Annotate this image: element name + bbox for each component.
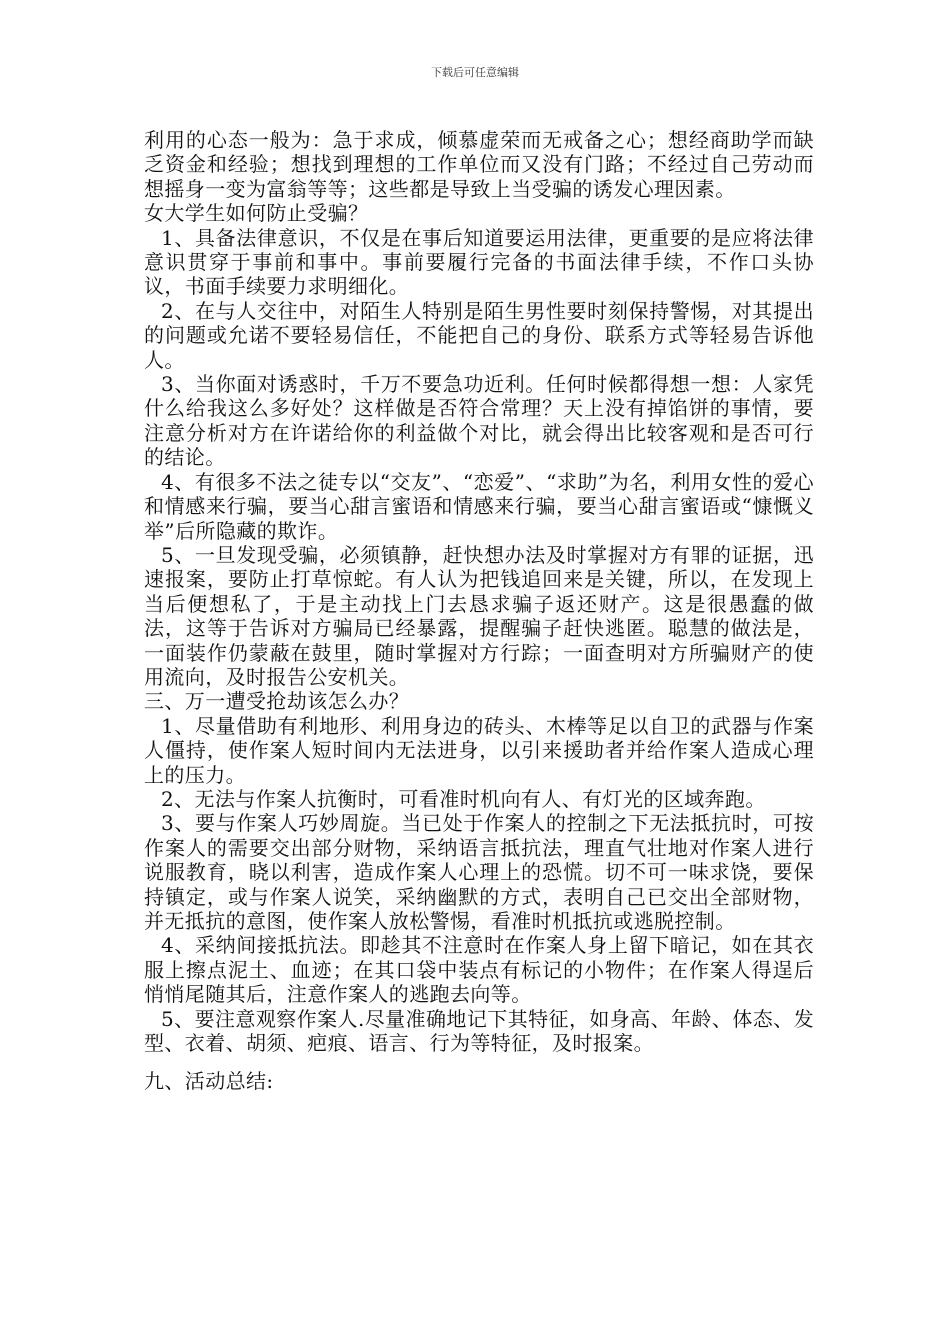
page-header: 下载后可任意编辑: [431, 66, 519, 79]
paragraph: 2、在与人交往中，对陌生人特别是陌生男性要时刻保持警惕，对其提出的问题或允诺不要轻易信任，不能把自己的身份、联系方式等轻易告诉他人。: [144, 298, 814, 372]
paragraph: 1、具备法律意识，不仅是在事后知道要运用法律，更重要的是应将法律意识贯穿于事前和事中。事前要履行完备的书面法律手续，不作口头协议，书面手续要力求明细化。: [144, 225, 814, 299]
paragraph: 女大学生如何防止受骗？: [144, 201, 369, 226]
paragraph: 九、活动总结:: [144, 1069, 274, 1094]
paragraph: 三、万一遭受抢劫该怎么办？: [144, 689, 410, 714]
paragraph: 1、尽量借助有利地形、利用身边的砖头、木棒等足以自卫的武器与作案人僵持，使作案人短时间内无法进身，以引来援助者并给作案人造成心理上的压力。: [144, 713, 814, 787]
paragraph: 3、当你面对诱惑时，千万不要急功近利。任何时候都得想一想：人家凭什么给我这么多好处？这样做是否符合常理？天上没有掉馅饼的事情，要注意分析对方在许诺给你的利益做个对比，就会得出比较客观和是否可行的结论。: [144, 372, 814, 470]
paragraph: 5、要注意观察作案人.尽量准确地记下其特征，如身高、年龄、体态、发型、衣着、胡须、疤痕、语言、行为等特征，及时报案。: [144, 1006, 814, 1056]
paragraph: 4、有很多不法之徒专以“交友”、“恋爱”、“求助”为名，利用女性的爱心和情感来行骗，要当心甜言蜜语和情感来行骗，要当心甜言蜜语或“慷慨义举”后所隐藏的欺诈。: [144, 469, 814, 543]
document-body: [144, 128, 814, 1094]
paragraph: 3、要与作案人巧妙周旋。当已处于作案人的控制之下无法抵抗时，可按作案人的需要交出部分财物，采纳语言抵抗法，理直气壮地对作案人进行说服教育，晓以利害，造成作案人心理上的恐慌。切不可一味求饶，要保持镇定，或与作案人说笑，采纳幽默的方式，表明自己已交出全部财物，并无抵抗的意图，使作案人放松警惕，看准时机抵抗或逃脱控制。: [144, 811, 814, 933]
paragraph: 利用的心态一般为：急于求成，倾慕虚荣而无戒备之心；想经商助学而缺乏资金和经验；想找到理想的工作单位而又没有门路；不经过自己劳动而想摇身一变为富翁等等；这些都是导致上当受骗的诱发心理因素。: [144, 128, 814, 201]
paragraph: 2、无法与作案人抗衡时，可看准时机向有人、有灯光的区域奔跑。: [161, 786, 766, 811]
paragraph: 4、采纳间接抵抗法。即趁其不注意时在作案人身上留下暗记，如在其衣服上擦点泥土、血迹；在其口袋中装点有标记的小物件；在作案人得逞后悄悄尾随其后，注意作案人的逃跑去向等。: [144, 933, 814, 1007]
paragraph: 5、一旦发现受骗，必须镇静，赶快想办法及时掌握对方有罪的证据，迅速报案，要防止打草惊蛇。有人认为把钱追回来是关键，所以，在发现上当后便想私了，于是主动找上门去恳求骗子返还财产。这是很愚蠢的做法，这等于告诉对方骗局已经暴露，提醒骗子赶快逃匿。聪慧的做法是，一面装作仍蒙蔽在鼓里，随时掌握对方行踪；一面查明对方所骗财产的使用流向，及时报告公安机关。: [144, 542, 814, 689]
